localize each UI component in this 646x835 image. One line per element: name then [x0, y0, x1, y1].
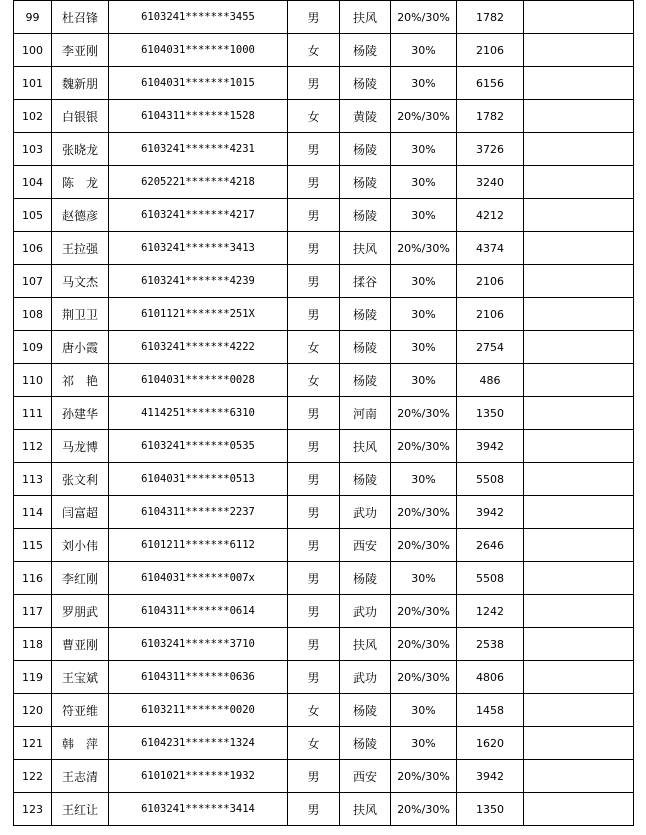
cell-name: 荆卫卫 [52, 298, 109, 331]
cell-amount: 1782 [457, 100, 524, 133]
table-row [14, 562, 634, 595]
cell-index: 109 [14, 331, 52, 364]
cell-place: 杨陵 [340, 331, 391, 364]
cell-blank [524, 661, 634, 694]
cell-blank [524, 133, 634, 166]
cell-rate: 20%/30% [391, 397, 457, 430]
cell-blank [524, 67, 634, 100]
cell-rate: 20%/30% [391, 628, 457, 661]
table-row [14, 331, 634, 364]
cell-id-number: 6104031*******1000 [109, 34, 288, 67]
cell-amount: 2646 [457, 529, 524, 562]
cell-amount: 3726 [457, 133, 524, 166]
cell-place: 杨陵 [340, 298, 391, 331]
cell-gender: 男 [288, 232, 340, 265]
cell-gender: 女 [288, 364, 340, 397]
cell-index: 116 [14, 562, 52, 595]
cell-blank [524, 793, 634, 826]
cell-place: 杨陵 [340, 133, 391, 166]
cell-id-number: 6103241*******3413 [109, 232, 288, 265]
cell-blank [524, 1, 634, 34]
cell-amount: 4374 [457, 232, 524, 265]
cell-gender: 男 [288, 133, 340, 166]
cell-place: 武功 [340, 496, 391, 529]
cell-name: 韩 萍 [52, 727, 109, 760]
cell-rate: 20%/30% [391, 661, 457, 694]
table-row [14, 628, 634, 661]
table-row [14, 199, 634, 232]
cell-name: 白银银 [52, 100, 109, 133]
cell-id-number: 6101021*******1932 [109, 760, 288, 793]
cell-gender: 男 [288, 67, 340, 100]
table-row [14, 595, 634, 628]
cell-id-number: 6104231*******1324 [109, 727, 288, 760]
cell-index: 123 [14, 793, 52, 826]
cell-place: 扶风 [340, 1, 391, 34]
cell-blank [524, 727, 634, 760]
table-row [14, 364, 634, 397]
cell-place: 扶风 [340, 430, 391, 463]
cell-name: 张晓龙 [52, 133, 109, 166]
cell-index: 121 [14, 727, 52, 760]
cell-name: 王宝斌 [52, 661, 109, 694]
cell-gender: 男 [288, 628, 340, 661]
cell-blank [524, 562, 634, 595]
cell-amount: 1782 [457, 1, 524, 34]
cell-rate: 20%/30% [391, 529, 457, 562]
table-row [14, 529, 634, 562]
cell-gender: 男 [288, 793, 340, 826]
cell-gender: 男 [288, 1, 340, 34]
cell-rate: 30% [391, 133, 457, 166]
cell-blank [524, 34, 634, 67]
cell-id-number: 6103241*******4222 [109, 331, 288, 364]
cell-gender: 男 [288, 166, 340, 199]
table-row [14, 397, 634, 430]
cell-blank [524, 331, 634, 364]
cell-id-number: 6103241*******3414 [109, 793, 288, 826]
cell-id-number: 6104031*******0028 [109, 364, 288, 397]
cell-name: 曹亚刚 [52, 628, 109, 661]
table-row [14, 694, 634, 727]
cell-name: 李红刚 [52, 562, 109, 595]
cell-rate: 20%/30% [391, 1, 457, 34]
cell-rate: 30% [391, 265, 457, 298]
table-row [14, 265, 634, 298]
cell-id-number: 6103241*******3710 [109, 628, 288, 661]
cell-place: 黄陵 [340, 100, 391, 133]
table-row [14, 100, 634, 133]
roster-table [13, 0, 634, 826]
cell-index: 101 [14, 67, 52, 100]
cell-amount: 6156 [457, 67, 524, 100]
cell-gender: 男 [288, 562, 340, 595]
cell-name: 陈 龙 [52, 166, 109, 199]
cell-blank [524, 298, 634, 331]
cell-id-number: 6104031*******0513 [109, 463, 288, 496]
cell-amount: 3240 [457, 166, 524, 199]
cell-rate: 30% [391, 298, 457, 331]
cell-blank [524, 496, 634, 529]
table-row [14, 430, 634, 463]
cell-gender: 男 [288, 463, 340, 496]
cell-name: 符亚维 [52, 694, 109, 727]
cell-index: 115 [14, 529, 52, 562]
cell-amount: 1350 [457, 793, 524, 826]
cell-name: 赵德彦 [52, 199, 109, 232]
cell-place: 揉谷 [340, 265, 391, 298]
cell-amount: 1620 [457, 727, 524, 760]
cell-index: 108 [14, 298, 52, 331]
table-row [14, 34, 634, 67]
table-row [14, 793, 634, 826]
cell-id-number: 6104311*******2237 [109, 496, 288, 529]
cell-blank [524, 199, 634, 232]
cell-place: 扶风 [340, 628, 391, 661]
table-row [14, 496, 634, 529]
cell-amount: 5508 [457, 463, 524, 496]
cell-gender: 男 [288, 595, 340, 628]
cell-id-number: 6205221*******4218 [109, 166, 288, 199]
cell-place: 河南 [340, 397, 391, 430]
cell-id-number: 6103241*******0535 [109, 430, 288, 463]
table-row [14, 1, 634, 34]
cell-id-number: 6104311*******1528 [109, 100, 288, 133]
roster-table-body [14, 1, 634, 826]
table-row [14, 166, 634, 199]
cell-gender: 女 [288, 34, 340, 67]
cell-blank [524, 364, 634, 397]
cell-gender: 男 [288, 760, 340, 793]
cell-rate: 20%/30% [391, 793, 457, 826]
cell-id-number: 6104031*******1015 [109, 67, 288, 100]
cell-amount: 4212 [457, 199, 524, 232]
cell-blank [524, 694, 634, 727]
cell-index: 107 [14, 265, 52, 298]
cell-blank [524, 100, 634, 133]
cell-rate: 30% [391, 727, 457, 760]
cell-blank [524, 232, 634, 265]
cell-name: 祁 艳 [52, 364, 109, 397]
cell-id-number: 4114251*******6310 [109, 397, 288, 430]
cell-rate: 30% [391, 694, 457, 727]
cell-gender: 女 [288, 100, 340, 133]
cell-amount: 3942 [457, 496, 524, 529]
cell-name: 孙建华 [52, 397, 109, 430]
cell-index: 104 [14, 166, 52, 199]
cell-id-number: 6103241*******4217 [109, 199, 288, 232]
cell-id-number: 6104031*******007x [109, 562, 288, 595]
table-row [14, 727, 634, 760]
cell-amount: 5508 [457, 562, 524, 595]
cell-rate: 20%/30% [391, 496, 457, 529]
cell-name: 马文杰 [52, 265, 109, 298]
cell-rate: 20%/30% [391, 595, 457, 628]
cell-rate: 30% [391, 34, 457, 67]
cell-place: 杨陵 [340, 694, 391, 727]
cell-index: 100 [14, 34, 52, 67]
cell-name: 李亚刚 [52, 34, 109, 67]
cell-blank [524, 595, 634, 628]
cell-gender: 男 [288, 298, 340, 331]
cell-amount: 1458 [457, 694, 524, 727]
cell-name: 王志清 [52, 760, 109, 793]
cell-name: 魏新朋 [52, 67, 109, 100]
cell-place: 扶风 [340, 232, 391, 265]
cell-index: 103 [14, 133, 52, 166]
cell-name: 闫富超 [52, 496, 109, 529]
cell-index: 105 [14, 199, 52, 232]
cell-place: 杨陵 [340, 364, 391, 397]
cell-place: 西安 [340, 529, 391, 562]
cell-name: 张文利 [52, 463, 109, 496]
cell-gender: 男 [288, 199, 340, 232]
cell-id-number: 6101211*******6112 [109, 529, 288, 562]
cell-gender: 男 [288, 529, 340, 562]
cell-blank [524, 463, 634, 496]
cell-place: 杨陵 [340, 463, 391, 496]
table-row [14, 661, 634, 694]
cell-amount: 3942 [457, 760, 524, 793]
cell-name: 马龙博 [52, 430, 109, 463]
cell-id-number: 6103241*******3455 [109, 1, 288, 34]
cell-gender: 男 [288, 661, 340, 694]
table-row [14, 133, 634, 166]
cell-place: 杨陵 [340, 199, 391, 232]
cell-blank [524, 265, 634, 298]
cell-gender: 女 [288, 694, 340, 727]
cell-place: 杨陵 [340, 67, 391, 100]
cell-amount: 1242 [457, 595, 524, 628]
cell-place: 武功 [340, 661, 391, 694]
table-row [14, 760, 634, 793]
cell-amount: 3942 [457, 430, 524, 463]
cell-amount: 2106 [457, 265, 524, 298]
cell-rate: 30% [391, 199, 457, 232]
cell-name: 杜召锋 [52, 1, 109, 34]
cell-amount: 4806 [457, 661, 524, 694]
cell-rate: 30% [391, 562, 457, 595]
cell-index: 122 [14, 760, 52, 793]
cell-name: 刘小伟 [52, 529, 109, 562]
cell-index: 120 [14, 694, 52, 727]
cell-blank [524, 760, 634, 793]
cell-index: 110 [14, 364, 52, 397]
cell-amount: 1350 [457, 397, 524, 430]
cell-rate: 20%/30% [391, 232, 457, 265]
cell-gender: 男 [288, 397, 340, 430]
cell-index: 111 [14, 397, 52, 430]
cell-id-number: 6104311*******0614 [109, 595, 288, 628]
cell-place: 武功 [340, 595, 391, 628]
cell-id-number: 6103241*******4231 [109, 133, 288, 166]
table-row [14, 232, 634, 265]
cell-amount: 2754 [457, 331, 524, 364]
cell-blank [524, 628, 634, 661]
cell-index: 113 [14, 463, 52, 496]
cell-rate: 20%/30% [391, 760, 457, 793]
cell-index: 114 [14, 496, 52, 529]
cell-index: 118 [14, 628, 52, 661]
cell-place: 杨陵 [340, 166, 391, 199]
cell-blank [524, 529, 634, 562]
cell-rate: 30% [391, 67, 457, 100]
cell-amount: 486 [457, 364, 524, 397]
cell-id-number: 6104311*******0636 [109, 661, 288, 694]
cell-amount: 2538 [457, 628, 524, 661]
cell-blank [524, 397, 634, 430]
cell-gender: 女 [288, 727, 340, 760]
cell-index: 112 [14, 430, 52, 463]
cell-rate: 20%/30% [391, 100, 457, 133]
cell-index: 102 [14, 100, 52, 133]
cell-gender: 男 [288, 496, 340, 529]
cell-rate: 30% [391, 364, 457, 397]
cell-name: 唐小霞 [52, 331, 109, 364]
cell-gender: 女 [288, 331, 340, 364]
cell-place: 杨陵 [340, 562, 391, 595]
cell-index: 99 [14, 1, 52, 34]
cell-blank [524, 166, 634, 199]
cell-id-number: 6101121*******251X [109, 298, 288, 331]
cell-amount: 2106 [457, 298, 524, 331]
cell-rate: 20%/30% [391, 430, 457, 463]
cell-rate: 30% [391, 166, 457, 199]
cell-gender: 男 [288, 430, 340, 463]
table-row [14, 298, 634, 331]
cell-name: 王拉强 [52, 232, 109, 265]
cell-place: 扶风 [340, 793, 391, 826]
cell-place: 杨陵 [340, 34, 391, 67]
cell-amount: 2106 [457, 34, 524, 67]
cell-name: 罗朋武 [52, 595, 109, 628]
cell-id-number: 6103211*******0020 [109, 694, 288, 727]
cell-blank [524, 430, 634, 463]
cell-rate: 30% [391, 463, 457, 496]
cell-id-number: 6103241*******4239 [109, 265, 288, 298]
cell-place: 西安 [340, 760, 391, 793]
cell-name: 王红让 [52, 793, 109, 826]
cell-place: 杨陵 [340, 727, 391, 760]
cell-gender: 男 [288, 265, 340, 298]
cell-index: 106 [14, 232, 52, 265]
table-row [14, 67, 634, 100]
cell-index: 119 [14, 661, 52, 694]
cell-rate: 30% [391, 331, 457, 364]
table-row [14, 463, 634, 496]
cell-index: 117 [14, 595, 52, 628]
